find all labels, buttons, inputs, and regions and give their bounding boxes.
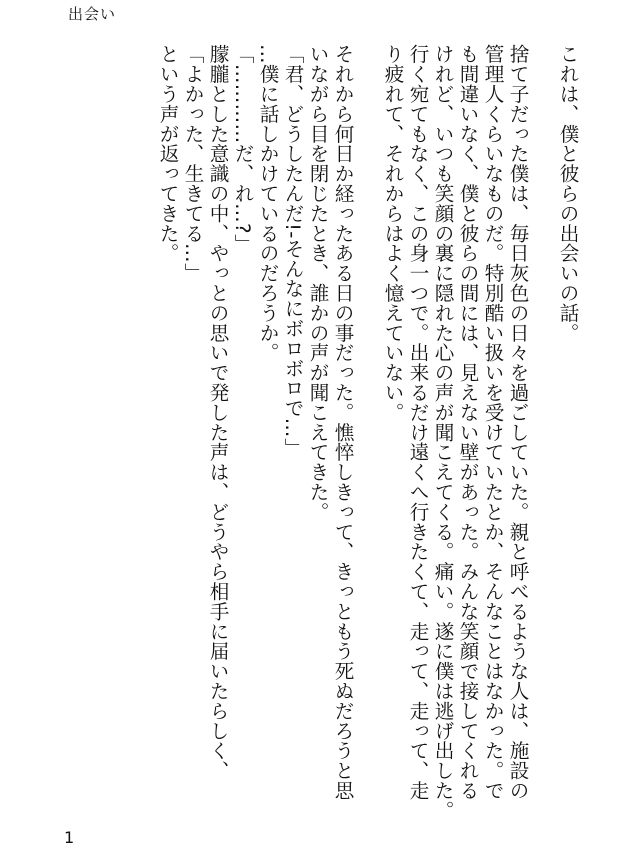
text-line: けれど、いつも笑顔の裏に隠れた心の声が聞こえてくる。痛い。遂に僕は逃げ出した。 bbox=[431, 44, 454, 821]
text-line: 朦朧とした意識の中、やっとの思いで発した声は、どうやら相手に届いたらしく、 bbox=[206, 44, 229, 781]
text-line: いながら目を閉じたとき、誰かの声が聞こえてきた。 bbox=[306, 44, 329, 522]
text-line: という声が返ってきた。 bbox=[156, 44, 179, 263]
text-line: これは、僕と彼らの出会いの話。 bbox=[556, 44, 579, 343]
page-number: 1 bbox=[64, 828, 75, 847]
text-line: り疲れて、それからはよく憶えていない。 bbox=[381, 44, 404, 423]
text-line: 「…………だ、れ…?」 bbox=[231, 44, 254, 254]
text-line: 「よかった、生きてる…」 bbox=[181, 44, 204, 283]
text-line: 管理人くらいなものだ。特別酷い扱いを受けていたとか、そんなことはなかった。で bbox=[481, 44, 504, 801]
text-line: 行く宛てもなく、この身一つで。出来るだけ遠くへ行きたくて、走って、走って、走 bbox=[406, 44, 429, 801]
text-line: それから何日か経ったある日の事だった。憔悴しきって、きっともう死ぬだろうと思 bbox=[331, 44, 354, 801]
novel-body-text bbox=[20, 44, 580, 829]
text-line: …僕に話しかけているのだろうか。 bbox=[256, 44, 279, 363]
text-line: も間違いなく、僕と彼らの間には、見えない壁があった。みんな笑顔で接してくれる bbox=[456, 44, 479, 801]
text-line: 「君、どうしたんだ!-そんなにボロボロで…」 bbox=[281, 44, 304, 458]
text-line: 捨て子だった僕は、毎日灰色の日々を過ごしていた。親と呼べるような人は、施設の bbox=[506, 44, 529, 801]
chapter-title: 出会い bbox=[68, 5, 117, 23]
